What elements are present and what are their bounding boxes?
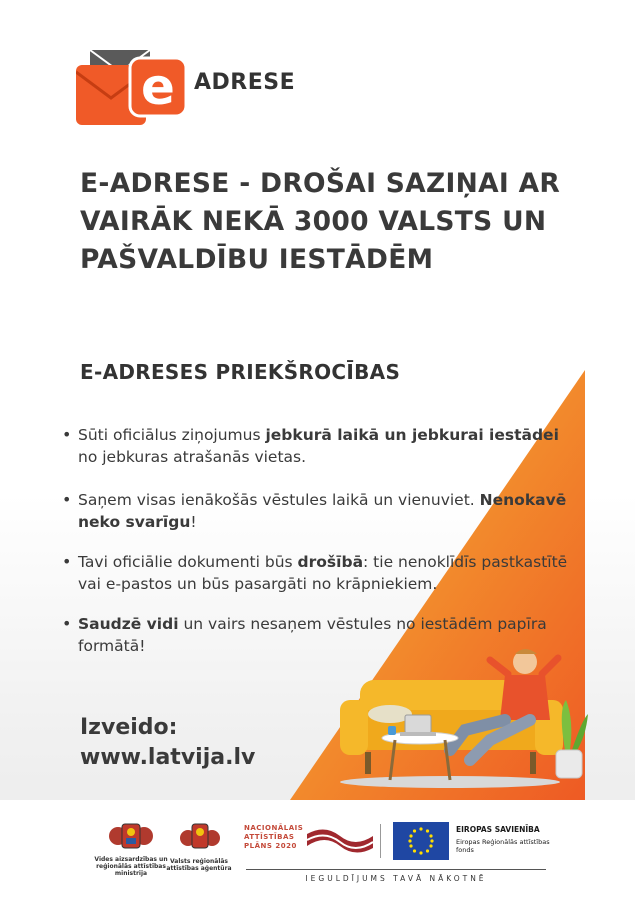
relaxing-man-illustration xyxy=(330,640,590,790)
benefit-text: Sūti oficiālus ziņojumus xyxy=(78,426,266,444)
benefit-text: un vairs nesaņem vēstules no iestādēm papīra formātā! xyxy=(78,615,547,655)
agency-caption: Valsts reģionālās attīstības aģentūra xyxy=(166,858,232,872)
logo-wordmark: ADRESE xyxy=(194,70,296,95)
call-to-action xyxy=(80,713,255,773)
page-headline: E-ADRESE - DROŠAI SAZIŅAI AR VAIRĀK NEKĀ 3000 VALSTS UN PAŠVALDĪBU IESTĀDĒM xyxy=(80,168,561,275)
npp-ribbon-icon xyxy=(305,824,375,858)
eu-fund-subtitle: Eiropas Reģionālās attīstības fonds xyxy=(456,838,550,854)
benefit-item xyxy=(62,551,582,595)
tagline-divider xyxy=(246,869,546,870)
benefits-heading: E-ADRESES PRIEKŠROCĪBAS xyxy=(80,360,401,384)
benefit-emphasis: Nenokavē neko svarīgu xyxy=(78,491,567,531)
bullet-icon: • xyxy=(62,614,72,633)
benefit-text: Tavi oficiālie dokumenti būs xyxy=(78,553,298,571)
agency-coat-of-arms-icon xyxy=(178,818,222,854)
bullet-icon: • xyxy=(62,552,72,571)
benefit-text: : tie nenoklīdīs pastkastītē vai e-pastos un būs pasargāti no krāpniekiem. xyxy=(78,553,568,593)
cta-label: Izveido: xyxy=(80,715,178,740)
benefit-emphasis: Saudzē vidi xyxy=(78,615,179,633)
footer-separator xyxy=(380,824,381,858)
footer-tagline: IEGULDĪJUMS TAVĀ NĀKOTNĒ xyxy=(305,874,487,883)
benefit-text: no jebkuras atrašanās vietas. xyxy=(78,448,307,466)
eu-flag-icon xyxy=(393,822,449,860)
benefit-item xyxy=(62,489,582,533)
benefit-text: Saņem visas ienākošās vēstules laikā un vienuviet. xyxy=(78,491,480,509)
bullet-icon: • xyxy=(62,490,72,509)
benefits-list xyxy=(62,424,582,675)
ministry-caption: Vides aizsardzības un reģionālās attīstības ministrija xyxy=(94,856,168,877)
bullet-icon: • xyxy=(62,425,72,444)
national-development-plan-label: NACIONĀLAIS ATTĪSTĪBAS PLĀNS 2020 xyxy=(244,824,304,850)
cta-url[interactable]: www.latvija.lv xyxy=(80,745,256,770)
benefit-emphasis: jebkurā laikā un jebkurai iestādei xyxy=(265,426,559,444)
benefit-text: ! xyxy=(190,513,197,531)
svg-text:e: e xyxy=(141,58,175,116)
benefit-emphasis: drošībā xyxy=(297,553,364,571)
coat-of-arms-icon xyxy=(106,818,156,854)
benefit-item xyxy=(62,424,582,468)
eu-title: EIROPAS SAVIENĪBA xyxy=(456,825,540,834)
